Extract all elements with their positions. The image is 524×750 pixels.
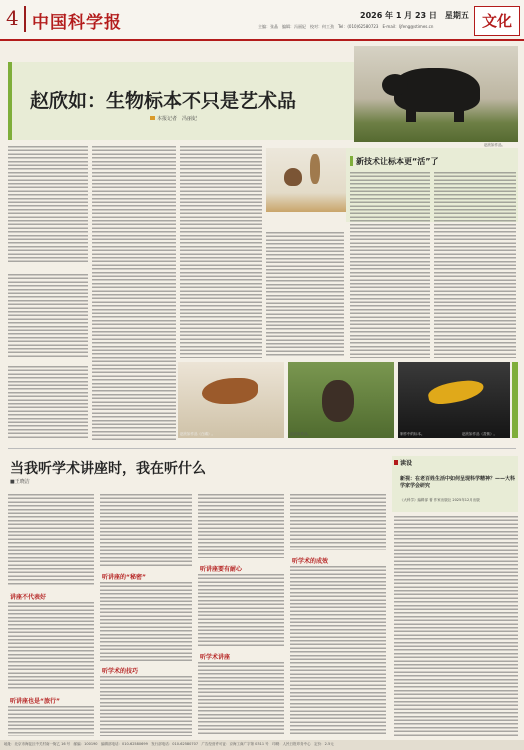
body-column <box>180 146 262 358</box>
body-column <box>8 494 94 586</box>
sidebar-title: 新技术让标本更“活”了 <box>356 157 439 166</box>
section-subhead: 讲座不代表好 <box>10 594 47 601</box>
article-divider <box>8 448 516 449</box>
page-number: 4 <box>6 6 19 30</box>
photo-caption: 赵欣如作品。 <box>484 143 505 147</box>
pheasant-figure <box>202 378 258 404</box>
headline-accent-bar <box>8 62 12 140</box>
body-column <box>8 366 88 440</box>
body-column <box>100 582 192 662</box>
banana-figure <box>427 377 486 406</box>
bird-figure <box>284 168 302 186</box>
recommendation-tag-text: 读设 <box>400 460 413 467</box>
body-column <box>8 146 88 264</box>
page-number-divider <box>24 6 26 32</box>
photo-bear-specimen <box>354 46 518 142</box>
article-byline <box>150 115 197 122</box>
recommendation-tag <box>394 458 412 467</box>
section-subhead: 听学术讲座 <box>200 654 231 661</box>
body-column <box>8 706 94 736</box>
tag-marker-icon <box>394 460 398 465</box>
body-column <box>100 494 192 566</box>
bear-leg-figure <box>454 102 464 122</box>
footer-text: 地址：北京市海淀区中关村南一街乙 16 号 邮编：100190 编辑部电话：010-62580699 发行部电话：010-62580707 广告经营许可证：京海工商广字第 0311 号 印刷：人民日报印务中心 定价：2.5元 <box>4 742 334 746</box>
sidebar-accent-bar <box>350 156 353 166</box>
byline-text: 本报记者 冯丽妃 <box>157 116 198 122</box>
photo-banana-specimen <box>398 362 510 438</box>
photo-caption: 赵欣如作品。 <box>290 432 311 436</box>
body-column <box>350 172 430 358</box>
body-column <box>434 172 516 358</box>
editor-contact: 主编：张晶 编辑：冯丽妃 校对：何工劲 Tel：(010)62580723 E-mail：ljfeng@stimes.cn <box>258 24 434 29</box>
body-column <box>394 516 518 736</box>
photo-bird-specimen <box>178 362 284 438</box>
photo-caption: 制作中的标本。 <box>400 432 425 436</box>
monkey-figure <box>322 380 354 422</box>
photo-monkey-specimen <box>288 362 394 438</box>
body-column <box>8 274 88 358</box>
section-subhead: 听讲座也是“旅行” <box>10 698 60 705</box>
body-column <box>198 494 284 558</box>
byline-marker-icon <box>150 116 155 120</box>
article-headline: 赵欣如：生物标本不只是艺术品 <box>30 90 297 112</box>
section-subhead: 听学术的成效 <box>292 558 329 565</box>
bear-leg-figure <box>406 102 416 122</box>
section-name: 文化 <box>474 6 520 36</box>
photo-caption: 赵欣如作品《白鹇》。 <box>180 432 215 436</box>
newspaper-logo: 中国科学报 <box>32 13 122 33</box>
photo-caption: 赵欣如作品《香蕉》。 <box>462 432 497 436</box>
body-column <box>100 676 192 736</box>
photo-bird-specimens <box>266 148 346 212</box>
body-column <box>92 146 176 440</box>
section-subhead: 听讲座的“秘密” <box>102 574 146 581</box>
bear-head-figure <box>382 74 408 96</box>
bird-figure <box>310 154 320 184</box>
section-subhead: 听讲座要有耐心 <box>200 566 243 573</box>
body-column <box>8 602 94 690</box>
article-byline <box>10 478 30 485</box>
body-column <box>266 232 344 358</box>
body-column <box>198 574 284 646</box>
book-title: 新视：在老百姓生活中如何呈现科学精神？——大科学家学会研究 <box>400 476 516 489</box>
book-meta: 《大科学》编辑部 著 作家出版社 2025年12月出版 <box>400 498 480 502</box>
byline-text: ■王晓洁 <box>10 479 30 485</box>
body-column <box>290 566 386 736</box>
body-column <box>198 662 284 736</box>
strip-accent-bar <box>512 362 518 438</box>
section-subhead: 听学术的技巧 <box>102 668 139 675</box>
body-column <box>290 494 386 550</box>
issue-date: 2026 年 1 月 23 日 星期五 <box>360 11 469 20</box>
article-headline: 当我听学术讲座时，我在听什么 <box>10 461 206 477</box>
masthead-rule <box>0 39 524 41</box>
